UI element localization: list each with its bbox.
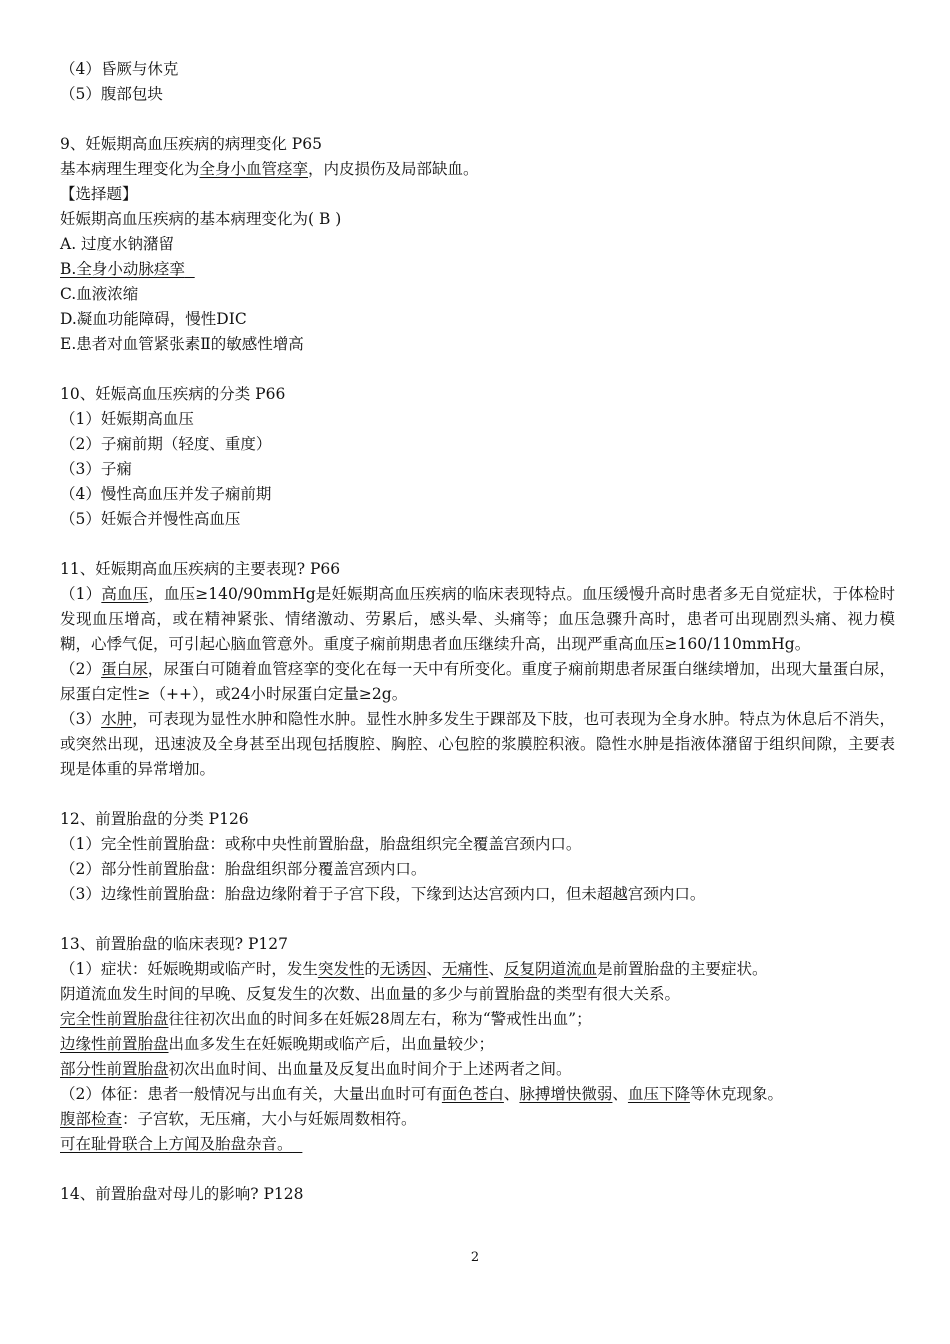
paragraph-gap bbox=[60, 107, 895, 132]
underlined-term: 无痛性 bbox=[441, 960, 489, 978]
text-run: 是前置胎盘的主要症状。 bbox=[596, 960, 768, 978]
text-run: ：子宫软，无压痛，大小与妊娠周数相符。 bbox=[122, 1110, 417, 1128]
list-item: （2）子痫前期（轻度、重度） bbox=[60, 435, 272, 453]
paragraph-gap bbox=[60, 1157, 895, 1182]
section-title-q14: 14、前置胎盘对母儿的影响? P128 bbox=[60, 1185, 304, 1203]
list-item: （1）妊娠期高血压 bbox=[60, 410, 194, 428]
section-title-q9: 9、妊娠期高血压疾病的病理变化 P65 bbox=[60, 135, 322, 153]
text-run: 、 bbox=[426, 960, 442, 978]
q9-answer bbox=[60, 157, 895, 182]
list-item: （4）昏厥与休克 bbox=[60, 60, 179, 78]
list-item: （4）慢性高血压并发子痫前期 bbox=[60, 485, 272, 503]
q13-bleeding-note: 阴道流血发生时间的早晚、反复发生的次数、出血量的多少与前置胎盘的类型有很大关系。 bbox=[60, 985, 681, 1003]
text-run: （3） bbox=[60, 710, 102, 728]
text-run: ，血压≥140/90mmHg是妊娠期高血压疾病的临床表现特点。血压缓慢升高时患者多无自觉症状，于体检时发现血压增高，或在精神紧张、情绪激动、劳累后，感头晕、头痛等；血压急骤升高时，患者可出现剧烈头痛、视力模糊，心悸气促，可引起心脑血管意外。重度子痫前期患者血压继续升高，出现严重高血压≥160/110mmHg。 bbox=[60, 585, 895, 653]
quiz-heading: 【选择题】 bbox=[60, 185, 138, 203]
text-run: 初次出血时间、出血量及反复出血时间介于上述两者之间。 bbox=[168, 1060, 572, 1078]
text-run: （2） bbox=[60, 660, 102, 678]
text-run: 的 bbox=[364, 960, 380, 978]
list-item: （5）腹部包块 bbox=[60, 85, 163, 103]
q13-symptoms bbox=[60, 957, 895, 982]
paragraph-gap bbox=[60, 532, 895, 557]
list-item: （2）部分性前置胎盘：胎盘组织部分覆盖宫颈内口。 bbox=[60, 860, 427, 878]
section-title-q11: 11、妊娠期高血压疾病的主要表现? P66 bbox=[60, 560, 341, 578]
underlined-term: 血压下降 bbox=[627, 1085, 690, 1103]
text-run: 、 bbox=[488, 960, 504, 978]
underline-tail bbox=[185, 260, 195, 278]
underlined-term: 部分性前置胎盘 bbox=[60, 1060, 169, 1078]
underlined-term: 边缘性前置胎盘 bbox=[60, 1035, 169, 1053]
text-run: 往往初次出血的时间多在妊娠28周左右，称为“警戒性出血”； bbox=[168, 1010, 592, 1028]
quiz-option-e: E.患者对血管紧张素Ⅱ的敏感性增高 bbox=[60, 335, 304, 353]
q11-paragraph-proteinuria bbox=[60, 657, 895, 707]
text-run: ，可表现为显性水肿和隐性水肿。显性水肿多发生于踝部及下肢，也可表现为全身水肿。特点为休息后不消失，或突然出现，迅速波及全身甚至出现包括腹腔、胸腔、心包腔的浆膜腔积液。隐性水肿是指液体潴留于组织间隙，主要表现是体重的异常增加。 bbox=[60, 710, 895, 778]
quiz-option-c: C.血液浓缩 bbox=[60, 285, 139, 303]
q13-partial-type bbox=[60, 1057, 895, 1082]
underlined-term: 突发性 bbox=[317, 960, 365, 978]
text-run: 、 bbox=[612, 1085, 628, 1103]
q13-signs bbox=[60, 1082, 895, 1107]
underlined-term: 水肿 bbox=[101, 710, 133, 728]
text-run: （1）症状：妊娠晚期或临产时，发生 bbox=[60, 960, 318, 978]
q11-paragraph-hypertension bbox=[60, 582, 895, 657]
underlined-term: 完全性前置胎盘 bbox=[60, 1010, 169, 1028]
paragraph-gap bbox=[60, 357, 895, 382]
underlined-term: 面色苍白 bbox=[441, 1085, 504, 1103]
document-body bbox=[60, 57, 895, 1207]
text-run: ，尿蛋白可随着血管痉挛的变化在每一天中有所变化。重度子痫前期患者尿蛋白继续增加，出现大量蛋白尿，尿蛋白定性≥（++），或24小时尿蛋白定量≥2g。 bbox=[60, 660, 895, 703]
underline-tail bbox=[293, 1135, 303, 1153]
quiz-option-a: A. 过度水钠潴留 bbox=[60, 235, 175, 253]
section-title-q10: 10、妊娠高血压疾病的分类 P66 bbox=[60, 385, 286, 403]
section-title-q12: 12、前置胎盘的分类 P126 bbox=[60, 810, 249, 828]
list-item: （3）边缘性前置胎盘：胎盘边缘附着于子宫下段，下缘到达达宫颈内口，但未超越宫颈内口。 bbox=[60, 885, 706, 903]
underlined-term: 无诱因 bbox=[379, 960, 427, 978]
underlined-term: 脉搏增快微弱 bbox=[519, 1085, 613, 1103]
q11-paragraph-edema bbox=[60, 707, 895, 782]
quiz-question: 妊娠期高血压疾病的基本病理变化为( B ) bbox=[60, 210, 342, 228]
underlined-term: 腹部检查 bbox=[60, 1110, 123, 1128]
paragraph-gap bbox=[60, 782, 895, 807]
text-run: ，内皮损伤及局部缺血。 bbox=[308, 160, 479, 178]
underlined-sentence: 可在耻骨联合上方闻及胎盘杂音。 bbox=[60, 1135, 293, 1153]
list-item: （1）完全性前置胎盘：或称中央性前置胎盘，胎盘组织完全覆盖宫颈内口。 bbox=[60, 835, 582, 853]
q13-placental-murmur bbox=[60, 1132, 895, 1157]
quiz-option-d: D.凝血功能障碍，慢性DIC bbox=[60, 310, 247, 328]
q13-complete-type bbox=[60, 1007, 895, 1032]
q13-abdominal-exam bbox=[60, 1107, 895, 1132]
paragraph-gap bbox=[60, 907, 895, 932]
underlined-term: 全身小血管痉挛 bbox=[199, 160, 309, 178]
text-run: （1） bbox=[60, 585, 102, 603]
text-run: 基本病理生理变化为 bbox=[60, 160, 200, 178]
page-number: 2 bbox=[470, 1250, 480, 1265]
list-item: （5）妊娠合并慢性高血压 bbox=[60, 510, 241, 528]
underlined-term: 蛋白尿 bbox=[101, 660, 148, 678]
section-title-q13: 13、前置胎盘的临床表现? P127 bbox=[60, 935, 288, 953]
text-run: （2）体征：患者一般情况与出血有关，大量出血时可有 bbox=[60, 1085, 442, 1103]
text-run: 出血多发生在妊娠晚期或临产后，出血量较少； bbox=[168, 1035, 495, 1053]
list-item: （3）子痫 bbox=[60, 460, 132, 478]
underlined-term: 高血压 bbox=[101, 585, 149, 603]
underlined-term: 反复阴道流血 bbox=[503, 960, 597, 978]
text-run: 、 bbox=[503, 1085, 520, 1103]
q13-marginal-type bbox=[60, 1032, 895, 1057]
underlined-answer: B.全身小动脉痉挛 bbox=[60, 260, 185, 278]
quiz-option-b bbox=[60, 257, 895, 282]
text-run: 等休克现象。 bbox=[689, 1085, 783, 1103]
